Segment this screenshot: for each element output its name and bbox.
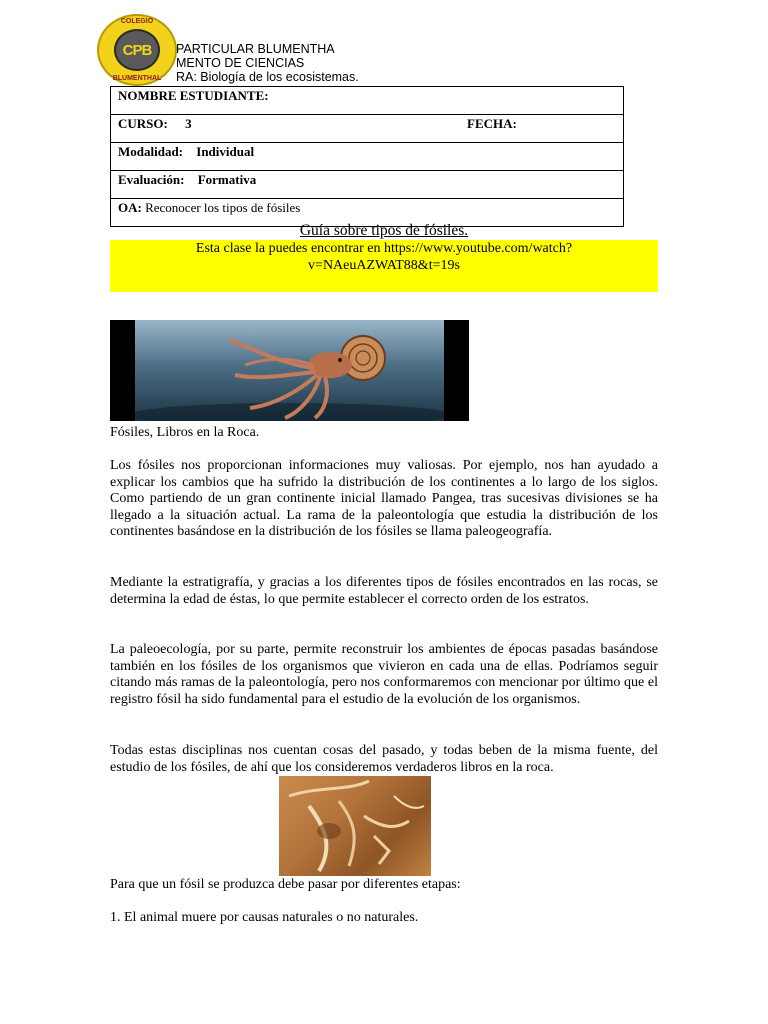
fossil-skeleton-illustration — [279, 776, 431, 876]
underwater-scene — [135, 320, 444, 421]
evaluation-label: Evaluación: — [118, 172, 185, 187]
logo-crest — [114, 29, 160, 71]
class-link-line1[interactable]: Esta clase la puedes encontrar en https://www.youtube.com/watch? — [195, 241, 573, 256]
stages-intro: Para que un fósil se produzca debe pasar por diferentes etapas: — [110, 877, 461, 892]
guide-title: Guía sobre tipos de fósiles. — [299, 222, 469, 239]
student-name-row — [111, 87, 624, 115]
logo-center-text: CPB — [122, 41, 152, 59]
header-school-name: PARTICULAR BLUMENTHA — [176, 42, 335, 56]
objective-label: OA: — [118, 200, 142, 215]
student-name-label: NOMBRE ESTUDIANTE: — [118, 88, 269, 103]
paragraph-2: Mediante la estratigrafía, y gracias a los diferentes tipos de fósiles encontrados en las rocas, se determina la edad de éstas, lo que permite establecer el correcto orden de los estratos. — [110, 575, 658, 607]
paragraph-4: Todas estas disciplinas nos cuentan cosas del pasado, y todas beben de la misma fuente, del estudio de los fósiles, de ahí que los consideremos verdaderos libros en la roca. — [110, 743, 658, 775]
course-date-row — [111, 115, 624, 143]
logo-bottom-text: BLUMENTHAL — [112, 75, 162, 82]
fossil-rock-image — [279, 776, 431, 876]
header-department: MENTO DE CIENCIAS — [176, 56, 305, 70]
cephalopod-illustration — [135, 320, 444, 421]
school-logo — [97, 14, 177, 86]
objective-value: Reconocer los tipos de fósiles — [145, 200, 301, 215]
paragraph-3: La paleoecología, por su parte, permite reconstruir los ambientes de épocas pasadas basándose también en los fósiles de los organismos que vivieron en cada una de ellas. Podríamos seguir citando más ramas de la paleontología, pero nos conformaremos con mencionar por último que el registro fósil ha sido fundamental para el estudio de la evolución de los organismos. — [110, 642, 658, 707]
stage-1: 1. El animal muere por causas naturales o no naturales. — [110, 910, 419, 925]
date-label: FECHA: — [467, 116, 517, 131]
course-value: 3 — [185, 116, 192, 131]
modality-row — [111, 143, 624, 171]
image-caption: Fósiles, Libros en la Roca. — [110, 425, 260, 440]
paragraph-1: Los fósiles nos proporcionan informaciones muy valiosas. Por ejemplo, nos han ayudado a explicar los cambios que ha sufrido la distribución de los continentes a lo largo de los siglos. Como partiendo de un gran continente inicial llamado Pangea, tras sucesivas divisiones se ha llegado a la situación actual. La rama de la paleontología que estudia la distribución de los continentes basándose en la distribución de los fósiles se llama paleogeografía. — [110, 458, 658, 540]
evaluation-value: Formativa — [197, 172, 257, 187]
modality-label: Modalidad: — [118, 144, 184, 159]
header-subject: RA: Biología de los ecosistemas. — [176, 70, 359, 84]
class-link-box — [110, 240, 658, 292]
class-link-line2[interactable]: v=NAeuAZWAT88&t=19s — [308, 258, 460, 273]
fossil-creature-image — [110, 320, 469, 421]
student-info-table — [110, 86, 624, 227]
modality-value: Individual — [196, 144, 255, 159]
evaluation-row — [111, 171, 624, 199]
course-label: CURSO: — [118, 116, 168, 131]
logo-top-text: COLEGIO — [120, 18, 154, 25]
